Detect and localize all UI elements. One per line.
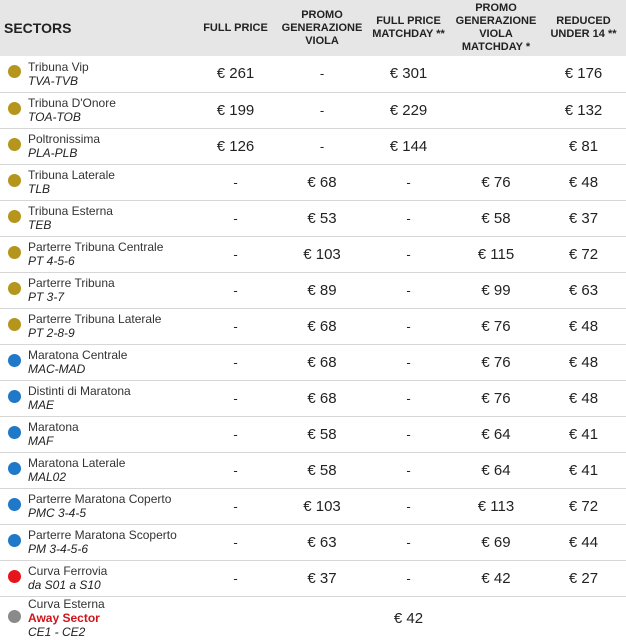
- price-reduced: € 72: [568, 245, 599, 263]
- sector-color-cell: [0, 308, 28, 344]
- sector-cell: [28, 308, 193, 344]
- price-reduced: € 72: [568, 497, 599, 515]
- sector-color-dot-icon: [8, 498, 21, 511]
- price-promo: [278, 596, 366, 640]
- header-promo: PROMO GENERAZIONE VIOLA: [281, 8, 363, 47]
- sector-color-cell: [0, 524, 28, 560]
- price-full: € 199: [216, 101, 255, 119]
- sector-cell: [28, 380, 193, 416]
- sector-note: Away Sector: [28, 611, 100, 626]
- price-reduced: € 48: [568, 317, 599, 335]
- price-full: -: [233, 246, 238, 262]
- price-full-matchday: -: [406, 318, 411, 334]
- sector-code: TLB: [28, 182, 51, 196]
- sector-name: Distinti di Maratona: [28, 384, 131, 398]
- price-full: -: [233, 570, 238, 586]
- price-reduced: € 132: [564, 101, 603, 119]
- sector-code: TEB: [28, 218, 52, 232]
- sector-color-dot-icon: [8, 210, 21, 223]
- sector-code: CE1 - CE2: [28, 625, 86, 640]
- price-promo-matchday: € 64: [481, 425, 511, 443]
- sector-name: Tribuna Vip: [28, 59, 89, 74]
- price-reduced: € 27: [568, 569, 599, 587]
- table-header-row: [0, 0, 626, 56]
- sector-color-cell: [0, 452, 28, 488]
- price-promo-matchday: € 76: [481, 173, 511, 191]
- price-full-matchday: -: [406, 570, 411, 586]
- sector-name: Curva Esterna: [28, 597, 105, 612]
- table-row: [0, 164, 626, 200]
- price-promo-matchday: € 115: [477, 245, 515, 263]
- sector-color-dot-icon: [8, 246, 21, 259]
- sector-name: Poltronissima: [28, 132, 101, 146]
- sector-color-cell: [0, 596, 28, 640]
- sector-color-cell: [0, 92, 28, 128]
- sector-cell: [28, 236, 193, 272]
- price-full: -: [233, 498, 238, 514]
- price-promo-matchday: € 42: [481, 569, 511, 587]
- price-full: -: [233, 210, 238, 226]
- price-full: -: [233, 354, 238, 370]
- price-promo-matchday: € 69: [481, 533, 511, 551]
- sector-name: Parterre Maratona Coperto: [28, 492, 172, 506]
- table-body: [0, 56, 626, 640]
- table-row: [0, 524, 626, 560]
- sector-color-cell: [0, 164, 28, 200]
- price-full: € 126: [216, 137, 255, 155]
- header-full-price-matchday: FULL PRICE MATCHDAY **: [372, 15, 445, 40]
- table-row: [0, 452, 626, 488]
- price-promo: € 68: [307, 173, 337, 191]
- table-row: [0, 380, 626, 416]
- price-reduced: € 176: [564, 65, 603, 83]
- table-row: [0, 596, 626, 640]
- table-row: [0, 56, 626, 92]
- sector-name: Parterre Tribuna: [28, 276, 115, 290]
- price-reduced: € 44: [568, 533, 599, 551]
- sector-color-dot-icon: [8, 426, 21, 439]
- price-promo: € 63: [307, 533, 337, 551]
- sector-color-dot-icon: [8, 570, 21, 583]
- price-promo: € 53: [307, 209, 337, 227]
- price-promo-matchday: € 76: [481, 317, 511, 335]
- sector-name: Maratona: [28, 420, 79, 434]
- price-full: -: [233, 390, 238, 406]
- price-promo: -: [319, 66, 325, 82]
- price-promo-matchday: [451, 56, 541, 92]
- sector-code: MAC-MAD: [28, 362, 86, 376]
- sector-name: Parterre Maratona Scoperto: [28, 528, 177, 542]
- sector-color-dot-icon: [8, 282, 21, 295]
- sector-cell: [28, 452, 193, 488]
- table-row: [0, 344, 626, 380]
- sector-color-cell: [0, 380, 28, 416]
- sector-code: TVA-TVB: [28, 73, 79, 88]
- sector-color-cell: [0, 200, 28, 236]
- header-sectors: SECTORS: [4, 19, 72, 36]
- price-full-matchday: -: [406, 462, 411, 478]
- price-full-matchday: -: [406, 210, 411, 226]
- sector-name: Maratona Centrale: [28, 348, 128, 362]
- price-full: [193, 596, 278, 640]
- price-promo: € 58: [307, 425, 337, 443]
- sector-code: PM 3-4-5-6: [28, 542, 89, 556]
- sector-name: Tribuna D'Onore: [28, 96, 116, 110]
- sector-color-cell: [0, 56, 28, 92]
- header-reduced: REDUCED UNDER 14 **: [550, 15, 617, 40]
- sector-name: Tribuna Laterale: [28, 168, 115, 182]
- sector-code: PT 3-7: [28, 290, 65, 304]
- sector-color-dot-icon: [8, 534, 21, 547]
- price-promo: € 103: [303, 497, 341, 515]
- sector-color-dot-icon: [8, 354, 21, 367]
- price-full-matchday: € 229: [389, 101, 428, 119]
- price-reduced: € 41: [568, 425, 599, 443]
- header-promo-matchday: PROMO GENERAZIONE VIOLA MATCHDAY *: [455, 2, 537, 53]
- sector-code: PLA-PLB: [28, 146, 78, 160]
- price-full-matchday: -: [406, 390, 411, 406]
- sector-color-dot-icon: [8, 318, 21, 331]
- table-row: [0, 416, 626, 452]
- sector-name: Parterre Tribuna Laterale: [28, 312, 162, 326]
- sector-cell: [28, 200, 193, 236]
- price-full-matchday: -: [406, 498, 411, 514]
- price-promo: € 58: [307, 461, 337, 479]
- price-full: -: [233, 462, 238, 478]
- sector-color-cell: [0, 560, 28, 596]
- table-row: [0, 236, 626, 272]
- table-row: [0, 560, 626, 596]
- sector-name: Parterre Tribuna Centrale: [28, 240, 164, 254]
- price-promo-matchday: [451, 128, 541, 164]
- sector-code: PT 2-8-9: [28, 326, 75, 340]
- sector-color-dot-icon: [8, 138, 21, 151]
- price-promo: -: [319, 138, 325, 154]
- price-promo-matchday: € 76: [481, 389, 511, 407]
- sector-color-dot-icon: [8, 65, 21, 78]
- sector-cell: [28, 416, 193, 452]
- sector-code: TOA-TOB: [28, 110, 81, 124]
- table-row: [0, 272, 626, 308]
- sector-name: Tribuna Esterna: [28, 204, 113, 218]
- sector-cell: [28, 524, 193, 560]
- price-full-matchday: € 144: [389, 137, 428, 155]
- price-full: -: [233, 426, 238, 442]
- sector-color-dot-icon: [8, 462, 21, 475]
- table-row: [0, 92, 626, 128]
- price-reduced: [541, 596, 626, 640]
- header-full-price: FULL PRICE: [203, 21, 268, 34]
- price-promo: € 89: [307, 281, 337, 299]
- price-full-matchday: -: [406, 174, 411, 190]
- table-row: [0, 128, 626, 164]
- price-promo-matchday: [451, 596, 541, 640]
- price-full-matchday: -: [406, 246, 411, 262]
- sector-color-cell: [0, 236, 28, 272]
- price-full: -: [233, 534, 238, 550]
- price-promo: € 68: [307, 389, 337, 407]
- sector-name: Curva Ferrovia: [28, 564, 108, 578]
- sector-name: Maratona Laterale: [28, 456, 126, 470]
- price-full-matchday: € 301: [389, 65, 428, 83]
- price-promo-matchday: € 113: [477, 497, 515, 515]
- price-promo: € 37: [307, 569, 337, 587]
- price-full: -: [233, 282, 238, 298]
- sector-color-cell: [0, 272, 28, 308]
- price-promo-matchday: [451, 92, 541, 128]
- price-full: € 261: [216, 65, 255, 83]
- sector-cell: [28, 272, 193, 308]
- price-reduced: € 48: [568, 173, 599, 191]
- price-promo-matchday: € 76: [481, 353, 511, 371]
- table-row: [0, 488, 626, 524]
- price-promo: € 68: [307, 317, 337, 335]
- price-promo-matchday: € 99: [481, 281, 511, 299]
- sector-color-cell: [0, 488, 28, 524]
- price-full-matchday: -: [406, 426, 411, 442]
- price-promo: € 68: [307, 353, 337, 371]
- sector-cell: [28, 164, 193, 200]
- price-reduced: € 81: [568, 137, 599, 155]
- sector-code: MAL02: [28, 470, 67, 484]
- price-full-matchday: -: [406, 282, 411, 298]
- sector-cell: [28, 128, 193, 164]
- sector-color-cell: [0, 128, 28, 164]
- sector-cell: [28, 488, 193, 524]
- sector-code: da S01 a S10: [28, 578, 101, 592]
- price-promo-matchday: € 64: [481, 461, 511, 479]
- price-promo: -: [319, 102, 325, 118]
- sector-color-dot-icon: [8, 390, 21, 403]
- sector-cell: [28, 560, 193, 596]
- price-full-matchday: € 42: [393, 609, 424, 627]
- price-reduced: € 48: [568, 353, 599, 371]
- price-reduced: € 41: [568, 461, 599, 479]
- sector-code: MAF: [28, 434, 54, 448]
- price-full-matchday: -: [406, 354, 411, 370]
- sector-code: MAE: [28, 398, 55, 412]
- sector-color-dot-icon: [8, 610, 21, 623]
- sector-color-dot-icon: [8, 174, 21, 187]
- price-full: -: [233, 174, 238, 190]
- sector-cell: [28, 92, 193, 128]
- sector-color-cell: [0, 416, 28, 452]
- sector-color-dot-icon: [8, 102, 21, 115]
- sector-code: PT 4-5-6: [28, 254, 75, 268]
- table-row: [0, 308, 626, 344]
- table-row: [0, 200, 626, 236]
- sector-code: PMC 3-4-5: [28, 506, 87, 520]
- price-full: -: [233, 318, 238, 334]
- price-promo-matchday: € 58: [481, 209, 511, 227]
- sector-cell: [28, 596, 193, 640]
- sector-cell: [28, 56, 193, 92]
- price-full-matchday: -: [406, 534, 411, 550]
- price-reduced: € 63: [568, 281, 599, 299]
- price-reduced: € 48: [568, 389, 599, 407]
- sector-cell: [28, 344, 193, 380]
- sector-color-cell: [0, 344, 28, 380]
- price-promo: € 103: [303, 245, 341, 263]
- price-reduced: € 37: [568, 209, 599, 227]
